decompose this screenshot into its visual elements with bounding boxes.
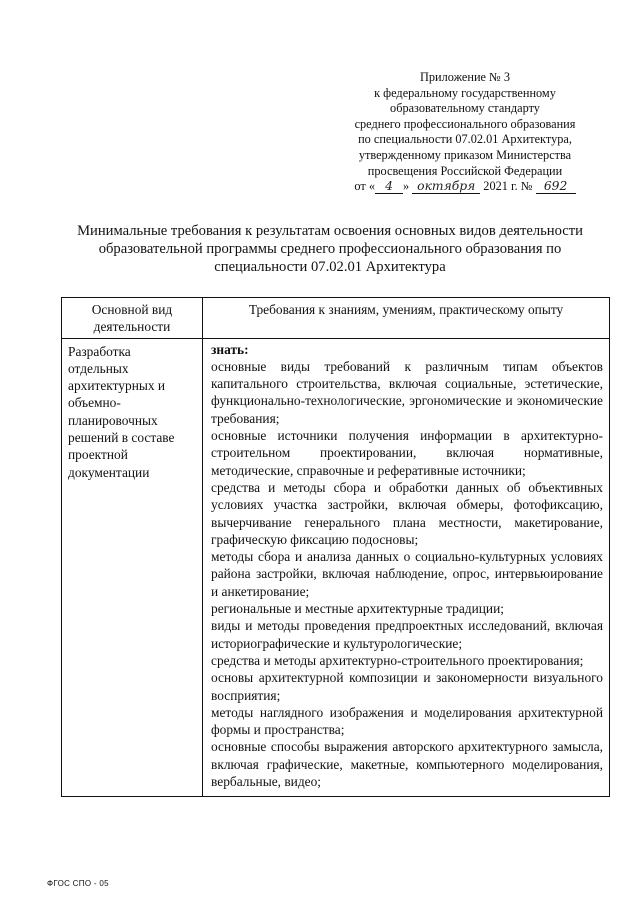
appendix-line: по специальности 07.02.01 Архитектура, [358, 132, 572, 147]
title-line: образовательной программы среднего профессионального образования по [98, 241, 562, 258]
requirement-item: виды и методы проведения предпроектных исследований, включая историографические и культурологические; [211, 618, 603, 651]
header-activity: Основной вид деятельности [62, 298, 203, 339]
requirement-item: основные способы выражения авторского архитектурного замысла, включая графические, макетные, компьютерного моделирования, вербальные, видео; [211, 739, 603, 790]
order-date-line [330, 179, 600, 195]
requirement-item: основные источники получения информации в архитектурно-строительном проектировании, включая нормативные, методические, справочные и реферативные источники; [211, 428, 603, 478]
activity-line: Разработка [68, 343, 131, 359]
requirement-item: основы архитектурной композиции и закономерности визуального восприятия; [211, 670, 603, 703]
appendix-line: к федеральному государственному [374, 85, 556, 100]
footer-code: ФГОС СПО - 05 [47, 879, 109, 888]
appendix-line: среднего профессионального образования [354, 116, 576, 131]
appendix-line: просвещения Российской Федерации [367, 163, 563, 178]
title-line: специальности 07.02.01 Архитектура [214, 259, 446, 276]
appendix-line: Приложение № 3 [419, 70, 511, 84]
appendix-line: утвержденному приказом Министерства [358, 147, 572, 162]
activity-line: отдельных [68, 360, 129, 376]
appendix-line: образовательному стандарту [390, 101, 540, 116]
handwritten-day: 4 [375, 180, 403, 194]
handwritten-month: октября [412, 180, 480, 194]
order-year: 2021 г. № [483, 179, 533, 194]
activity-line: проектной [68, 447, 128, 463]
date-mid: » [402, 179, 410, 194]
activity-line: документации [68, 464, 150, 480]
requirements-cell [203, 338, 610, 797]
activity-cell [62, 338, 203, 797]
table-row [62, 338, 610, 797]
activity-line: архитектурных и [68, 378, 166, 394]
requirement-item: методы сбора и анализа данных о социально-культурных условиях района застройки, включая наблюдение, опрос, интервьюирование и анкетирование; [211, 549, 603, 599]
document-title [50, 222, 610, 277]
activity-line: объемно- [68, 395, 121, 411]
table-header-row [62, 298, 610, 339]
requirement-item: основные виды требований к различным типам объектов капитального строительства, включая социальные, эстетические, функционально-технологические, эргономические и экономические требования; [211, 358, 603, 426]
appendix-block [330, 70, 600, 195]
title-line: Минимальные требования к результатам освоения основных видов деятельности [77, 223, 583, 239]
requirement-item: средства и методы сбора и обработки данных об объективных условиях участка застройки, включая обмеры, фотофиксацию, вычерчивание генерального плана местности, макетирование, графическую фиксацию подосновы; [211, 479, 603, 547]
requirement-item: средства и методы архитектурно-строительного проектирования; [211, 652, 584, 668]
date-prefix: от « [354, 179, 375, 194]
activity-line: планировочных [68, 412, 158, 428]
know-label: знать: [211, 341, 249, 357]
activity-line: решений в составе [68, 430, 175, 446]
handwritten-order-number: 692 [536, 180, 576, 194]
header-requirements: Требования к знаниям, умениям, практическому опыту [203, 298, 610, 339]
requirements-table [61, 297, 610, 797]
requirement-item: региональные и местные архитектурные традиции; [211, 601, 504, 617]
requirement-item: методы наглядного изображения и моделирования архитектурной формы и пространства; [211, 704, 603, 738]
